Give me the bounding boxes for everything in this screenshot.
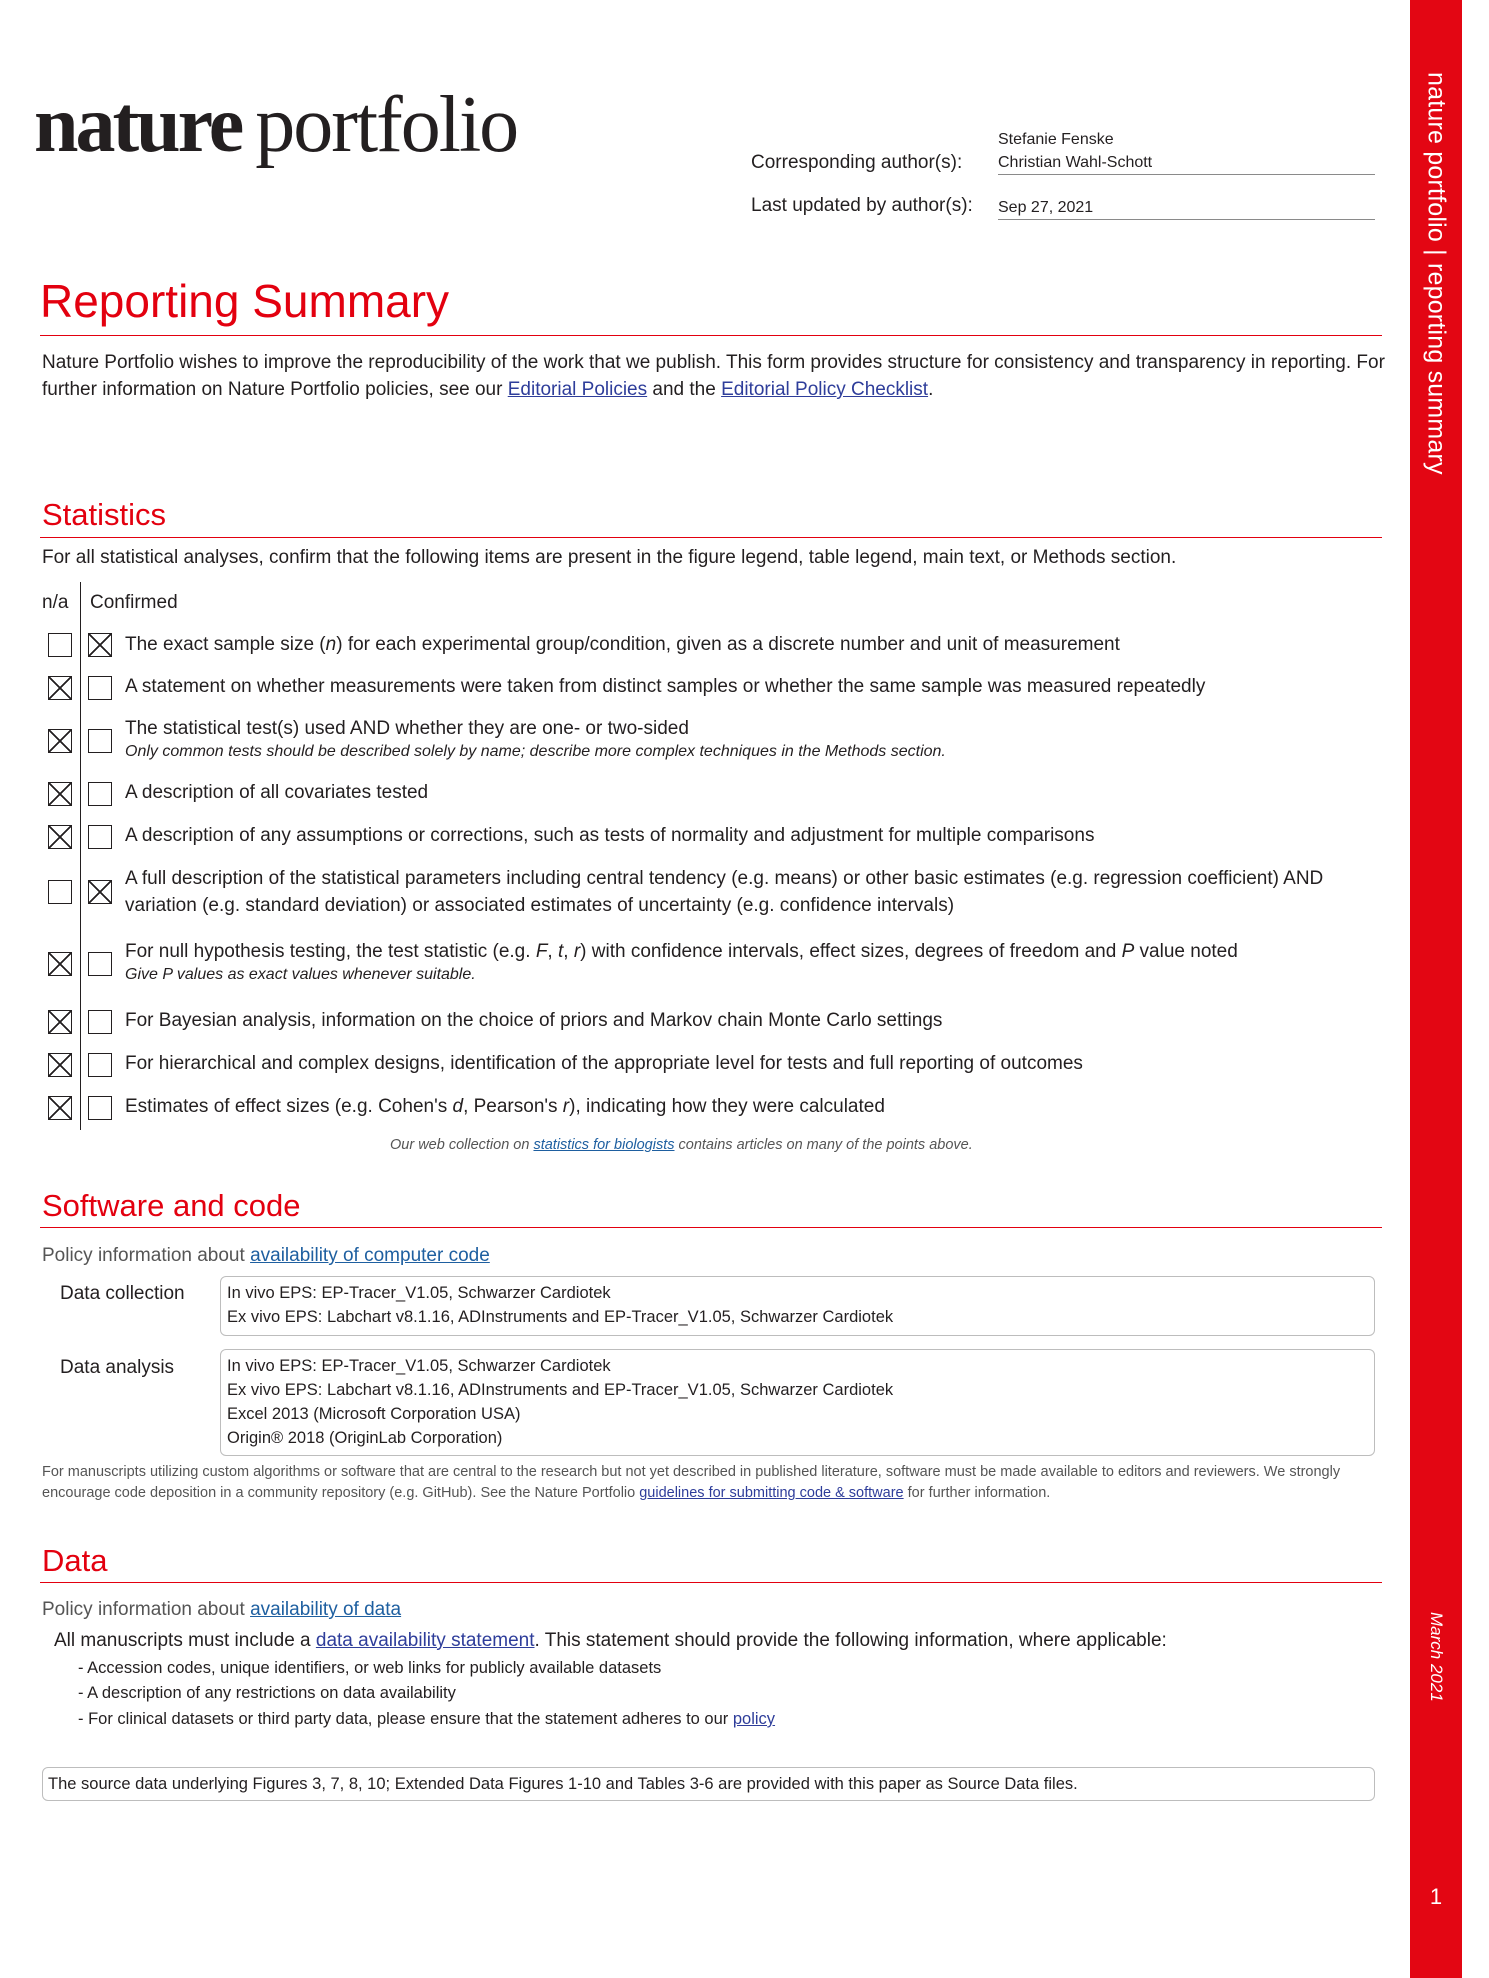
checklist-item-bayesian: For Bayesian analysis, information on the choice of priors and Markov chain Monte Carlo settings xyxy=(125,1010,943,1031)
data-heading: Data xyxy=(42,1543,108,1578)
checklist-item-covariates: A description of all covariates tested xyxy=(125,782,429,803)
availability-of-data-link[interactable]: availability of data xyxy=(250,1599,402,1620)
data-availability-statement-link[interactable]: data availability statement xyxy=(315,1630,535,1651)
na-checkbox[interactable] xyxy=(48,880,72,904)
data-rule xyxy=(40,1582,1382,1583)
confirmed-checkbox[interactable] xyxy=(88,1053,112,1077)
data-bullet-accession: - Accession codes, unique identifiers, or web links for publicly available datasets xyxy=(78,1659,662,1677)
data-collection-label: Data collection xyxy=(60,1283,185,1304)
checklist-item-distinct-samples: A statement on whether measurements were taken from distinct samples or whether the same sample was measured repeatedly xyxy=(125,676,1206,697)
statistics-heading: Statistics xyxy=(42,497,167,532)
corresponding-author-field[interactable] xyxy=(998,128,1375,175)
na-checkbox[interactable] xyxy=(48,729,72,753)
confirmed-checkbox[interactable] xyxy=(88,880,112,904)
data-analysis-label: Data analysis xyxy=(60,1357,175,1378)
last-updated-label: Last updated by author(s): xyxy=(751,195,973,216)
page-number: 1 xyxy=(1429,1884,1443,1909)
author-2: Christian Wahl-Schott xyxy=(998,154,1153,171)
software-rule xyxy=(40,1227,1382,1228)
statistics-footer-note: Our web collection on statistics for biologists contains articles on many of the points above. xyxy=(390,1137,973,1153)
confirmed-checkbox[interactable] xyxy=(88,782,112,806)
logo-word-nature: nature xyxy=(34,81,242,169)
editorial-policies-link[interactable]: Editorial Policies xyxy=(507,379,648,400)
na-checkbox[interactable] xyxy=(48,1053,72,1077)
statistics-rule xyxy=(40,537,1382,538)
confirmed-checkbox[interactable] xyxy=(88,1010,112,1034)
code-guidelines-link[interactable]: guidelines for submitting code & software xyxy=(639,1485,904,1501)
page-title: Reporting Summary xyxy=(40,275,450,327)
policy-link[interactable]: policy xyxy=(732,1710,776,1728)
confirmed-checkbox[interactable] xyxy=(88,952,112,976)
confirmed-checkbox[interactable] xyxy=(88,676,112,700)
data-collection-field[interactable]: In vivo EPS: EP-Tracer_V1.05, Schwarzer Cardiotek Ex vivo EPS: Labchart v8.1.16, ADInstruments and EP-Tracer_V1.05, Schwarzer Cardiotek xyxy=(220,1276,1375,1336)
software-custom-code-note: For manuscripts utilizing custom algorithms or software that are central to the research but not yet described in published literature, software must be made available to editors and reviewers. We strongly encourage code deposition in a community repository (e.g. GitHub). See the Nature Portfolio guidelines for submitting code & software for further information. xyxy=(42,1464,1341,1501)
checklist-item-assumptions: A description of any assumptions or corrections, such as tests of normality and adjustment for multiple comparisons xyxy=(125,825,1095,846)
title-rule xyxy=(40,335,1382,336)
na-checkbox[interactable] xyxy=(48,676,72,700)
last-updated-field[interactable]: Sep 27, 2021 xyxy=(998,196,1375,220)
checklist-item-statistical-tests: The statistical test(s) used AND whether they are one- or two-sided Only common tests should be described solely by name; describe more complex techniques in the Methods section. xyxy=(125,718,946,760)
sidebar-date: March 2021 xyxy=(1427,1612,1446,1702)
checklist-item-null-hypothesis: For null hypothesis testing, the test statistic (e.g. F, t, r) with confidence intervals, effect sizes, degrees of freedom and P value noted Give P values as exact values whenever suitable. xyxy=(125,941,1238,983)
nature-portfolio-logo xyxy=(34,80,517,171)
sidebar-brand-text: nature portfolio | reporting summary xyxy=(1422,72,1451,475)
editorial-policy-checklist-link[interactable]: Editorial Policy Checklist xyxy=(721,379,929,400)
data-bullet-restrictions: - A description of any restrictions on data availability xyxy=(78,1684,456,1702)
column-na-label: n/a xyxy=(42,592,69,613)
checklist-item-hierarchical: For hierarchical and complex designs, identification of the appropriate level for tests and full reporting of outcomes xyxy=(125,1053,1083,1074)
statistics-for-biologists-link[interactable]: statistics for biologists xyxy=(533,1137,675,1153)
column-divider xyxy=(80,582,81,1130)
software-policy-line: Policy information about availability of computer code xyxy=(42,1245,490,1266)
statistics-intro: For all statistical analyses, confirm that the following items are present in the figure legend, table legend, main text, or Methods section. xyxy=(42,547,1177,568)
intro-paragraph: Nature Portfolio wishes to improve the reproducibility of the work that we publish. This form provides structure for consistency and transparency in reporting. For further information on Nature Portfolio policies, see our Editorial Policies and the Editorial Policy Checklist. xyxy=(42,352,1385,400)
checklist-item-effect-sizes: Estimates of effect sizes (e.g. Cohen's d, Pearson's r), indicating how they were calculated xyxy=(125,1096,885,1117)
na-checkbox[interactable] xyxy=(48,633,72,657)
column-confirmed-label: Confirmed xyxy=(90,592,178,613)
data-bullet-clinical: - For clinical datasets or third party data, please ensure that the statement adheres to our policy xyxy=(78,1710,776,1728)
confirmed-checkbox[interactable] xyxy=(88,729,112,753)
logo-word-portfolio: portfolio xyxy=(255,81,518,169)
confirmed-checkbox[interactable] xyxy=(88,633,112,657)
data-availability-answer[interactable]: The source data underlying Figures 3, 7, 8, 10; Extended Data Figures 1-10 and Tables 3-6 are provided with this paper as Source Data files. xyxy=(42,1767,1375,1801)
software-heading: Software and code xyxy=(42,1188,301,1223)
data-availability-statement-line: All manuscripts must include a data availability statement. This statement should provide the following information, where applicable: xyxy=(54,1630,1167,1651)
data-analysis-field[interactable]: In vivo EPS: EP-Tracer_V1.05, Schwarzer Cardiotek Ex vivo EPS: Labchart v8.1.16, ADInstruments and EP-Tracer_V1.05, Schwarzer Cardiotek Excel 2013 (Microsoft Corporation USA) Origin® 2018 (OriginLab Corporation) xyxy=(220,1349,1375,1456)
corresponding-author-label: Corresponding author(s): xyxy=(751,152,963,173)
checklist-item-sample-size: The exact sample size (n) for each experimental group/condition, given as a discrete number and unit of measurement xyxy=(125,634,1120,655)
author-1: Stefanie Fenske xyxy=(998,131,1114,148)
confirmed-checkbox[interactable] xyxy=(88,825,112,849)
confirmed-checkbox[interactable] xyxy=(88,1096,112,1120)
na-checkbox[interactable] xyxy=(48,782,72,806)
availability-of-computer-code-link[interactable]: availability of computer code xyxy=(250,1245,490,1266)
na-checkbox[interactable] xyxy=(48,952,72,976)
na-checkbox[interactable] xyxy=(48,825,72,849)
data-policy-line: Policy information about availability of data xyxy=(42,1599,402,1620)
na-checkbox[interactable] xyxy=(48,1010,72,1034)
checklist-item-statistical-parameters: A full description of the statistical parameters including central tendency (e.g. means) or other basic estimates (e.g. regression coefficient) AND variation (e.g. standard deviation) or associated estimates of uncertainty (e.g. confidence intervals) xyxy=(125,868,1324,916)
na-checkbox[interactable] xyxy=(48,1096,72,1120)
